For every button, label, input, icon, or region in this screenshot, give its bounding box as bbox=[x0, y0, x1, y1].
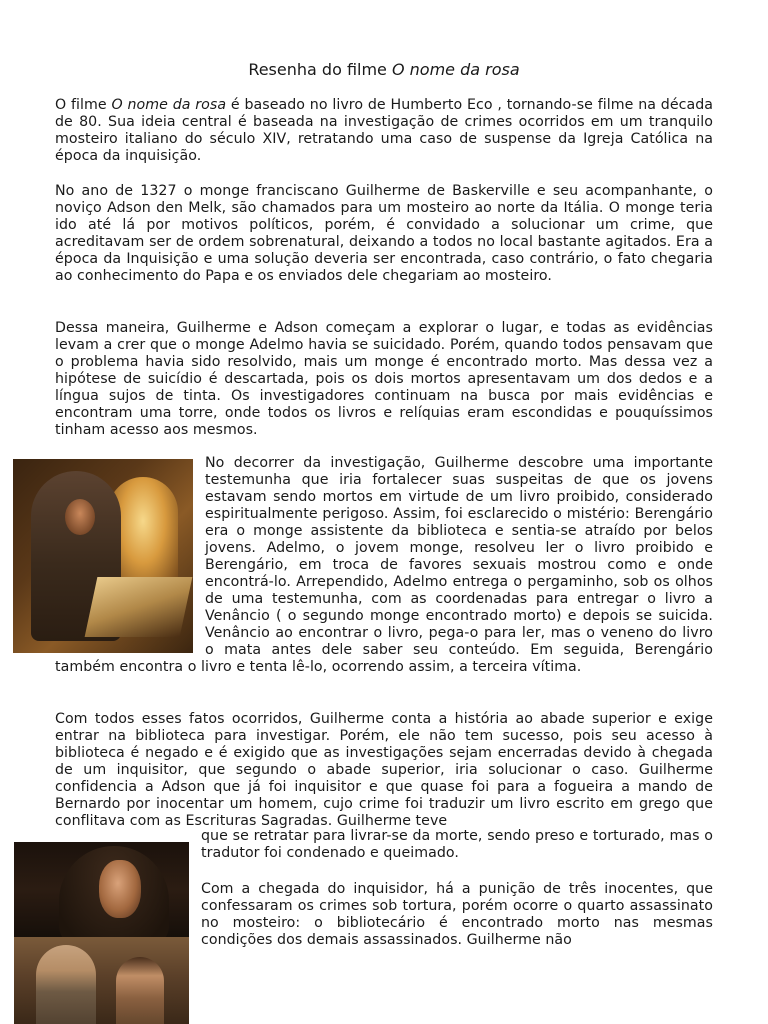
william-figure bbox=[36, 945, 96, 1024]
monk-face bbox=[65, 499, 95, 535]
paragraph-inquisitor: Com a chegada do inquisidor, há a punição de três inocentes, que confessaram os crimes sob tortura, porém ocorre o quarto assassinato no mosteiro: o bibliotecário é encontrado morto nas mesmas condições dos demais assassinados. Guilherme não bbox=[201, 881, 713, 948]
paragraph-abbot: Com todos esses fatos ocorridos, Guilherme conta a história ao abade superior e exige entrar na biblioteca para investigar. Porém, ele não tem sucesso, pois seu acesso à biblioteca é negado e é exigido que as investigações sejam encerradas devido à chegada de um inquisitor, que segundo o abade superior, iria solucionar o caso. Guilherme confidencia a Adson que já foi inquisitor e que quase foi para a fogueira a mando de Bernardo por inocentar um homem, cujo crime foi traduzir um livro escrito em grego que conflitava com as Escrituras Sagradas. Guilherme teve bbox=[55, 711, 713, 829]
william-and-adson-image bbox=[14, 937, 189, 1024]
monk-reading-book-image bbox=[13, 459, 193, 653]
paragraph-plot-setup: No ano de 1327 o monge franciscano Guilherme de Baskerville e seu acompanhante, o noviço Adson den Melk, são chamados para um mosteiro ao norte da Itália. O monge teria ido até lá por motivos políticos, porém, é convidado a solucionar um crime, que acreditavam ser de ordem sobrenatural, deixando a todos no local bastante agitados. Era a época da Inquisição e uma solução deveria ser encontrada, caso contrário, o fato chegaria ao conhecimento do Papa e os enviados dele chegariam ao mosteiro. bbox=[55, 183, 713, 284]
inquisitor-image bbox=[14, 842, 189, 937]
p1-lead: O filme bbox=[55, 97, 112, 113]
title-prefix: Resenha do filme bbox=[248, 60, 392, 79]
document-title bbox=[0, 60, 768, 79]
inquisitor-face bbox=[99, 860, 141, 918]
paragraph-investigation: Dessa maneira, Guilherme e Adson começam a explorar o lugar, e todas as evidências levam a crer que o monge Adelmo havia se suicidado. Porém, quando todos pensavam que o problema havia sido resolvido, mais um monge é encontrado morto. Mas dessa vez a hipótese de suicídio é descartada, pois os dois mortos apresentavam um dos dedos e a língua sujos de tinta. Os investigadores continuam na busca por mais evidências e encontram uma torre, onde todos os livros e relíquias eram escondidas e pouquíssimos tinham acesso aos mesmos. bbox=[55, 320, 713, 438]
paragraph-intro bbox=[55, 97, 713, 165]
monk-image-frame bbox=[13, 459, 193, 653]
p1-body: é baseado no livro de Humberto Eco , tornando-se filme na década de 80. Sua ideia central é baseada na investigação de crimes ocorridos em um tranquilo mosteiro italiano do século XIV, retratando uma caso de suspense da Igreja Católica na época da inquisição. bbox=[55, 97, 714, 164]
adson-figure bbox=[116, 957, 164, 1024]
paragraph-mystery bbox=[55, 455, 713, 676]
open-book bbox=[85, 577, 193, 637]
p4-text: No decorrer da investigação, Guilherme descobre uma importante testemunha que iria fortalecer suas suspeitas de que os jovens estavam sendo mortos em virtude de um livro proibido, considerado espiritualmente perigoso. Assim, foi esclarecido o mistério: Berengário era o monge assistente da biblioteca e sentia-se atraído por belos jovens. Adelmo, o jovem monge, resolveu ler o livro proibido e Berengário, em troca de favores sexuais mostrou como e onde encontrá-lo. Arrependido, Adelmo entrega o pergaminho, sob os olhos de uma testemunha, com as coordenadas para entregar o livro a Venâncio ( o segundo monge encontrado morto) e depois se suicida. Venâncio ao encontrar o livro, pega-o para ler, mas o veneno do livro o mata antes dele saber seu conteúdo. Em seguida, Berengário também encontra o livro e tenta lê-lo, ocorrendo assim, a terceira vítima. bbox=[55, 455, 713, 675]
p1-film-name: O nome da rosa bbox=[111, 97, 227, 113]
title-film-name: O nome da rosa bbox=[391, 60, 520, 79]
paragraph-abbot-continued: que se retratar para livrar-se da morte, sendo preso e torturado, mas o tradutor foi condenado e queimado. bbox=[201, 828, 713, 861]
